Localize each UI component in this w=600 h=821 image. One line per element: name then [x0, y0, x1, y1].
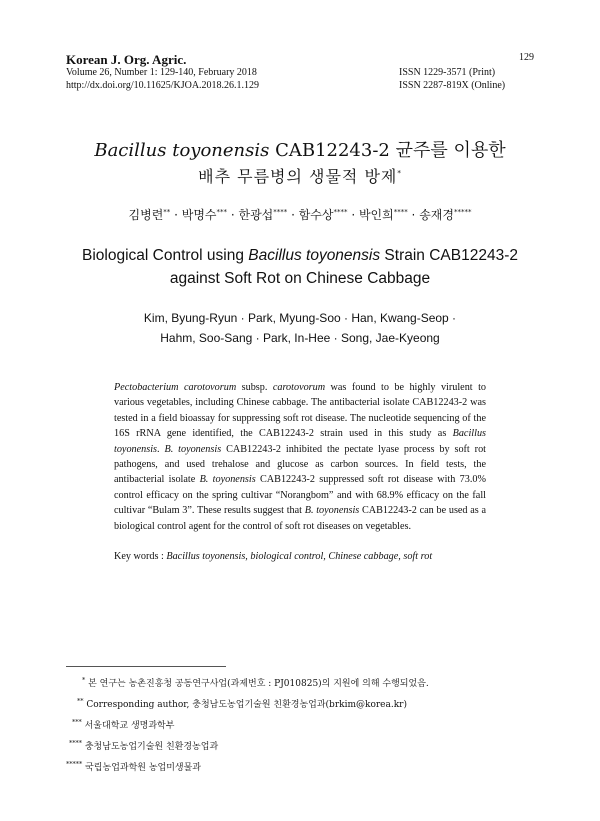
author-mark: **	[163, 208, 171, 216]
keywords-label: Key words :	[114, 551, 167, 562]
keywords	[114, 551, 486, 562]
footnote-mark: **	[77, 697, 84, 705]
issn-online: ISSN 2287-819X (Online)	[399, 79, 506, 91]
abstract-text: .	[157, 443, 165, 455]
footnote-text: 국립농업과학원 농업미생물과	[82, 763, 201, 773]
korean-title-species: Bacillus toyonensis	[94, 140, 270, 161]
footnote-mark: ****	[69, 739, 82, 747]
title-footnote-mark: *	[397, 169, 402, 178]
korean-author: 한광섭	[238, 208, 274, 222]
author-separator: ·	[407, 208, 420, 222]
author-mark: ***	[216, 208, 228, 216]
author-mark: ****	[333, 208, 348, 216]
abstract-species: B. toyonensis	[304, 505, 360, 517]
author-separator: ·	[347, 208, 359, 222]
abstract-text: was found to be highly virulent to various vegetables, including Chinese cabbage. The antibacterial isolate CAB12243-2 was tested in a field bioassay for suppressing soft rot disease. The nucleotide sequencing of the 16S rRNA gene identified, the CAB12243-2 strain used in this study as	[114, 382, 486, 440]
author-mark: ****	[273, 208, 288, 216]
english-title-line1	[0, 244, 600, 267]
abstract-species: Pectobacterium carotovorum	[114, 382, 237, 393]
footnote-item	[66, 714, 546, 735]
author-separator: ·	[227, 208, 239, 222]
author-separator: ·	[170, 208, 182, 222]
english-authors-line1: Kim, Byung-Ryun · Park, Myung-Soo · Han, Kwang-Seop ·	[143, 311, 457, 325]
abstract-text: subsp.	[236, 382, 273, 393]
english-title-species: Bacillus toyonensis	[248, 247, 381, 264]
english-title-part2: Strain CAB12243-2	[380, 247, 518, 264]
footnote-mark: *****	[66, 760, 83, 768]
volume-info: Volume 26, Number 1: 129-140, February 2018	[66, 67, 257, 78]
abstract	[114, 380, 486, 534]
footnote-divider	[66, 666, 226, 667]
korean-authors	[0, 206, 600, 223]
author-separator: ·	[287, 208, 299, 222]
english-title	[0, 244, 600, 290]
english-title-part1: Biological Control using	[82, 247, 249, 264]
issn-print: ISSN 1229-3571 (Print)	[399, 67, 496, 78]
footnote-mark: *	[82, 676, 86, 684]
korean-author: 송재경	[419, 208, 454, 222]
author-mark: ****	[393, 208, 408, 216]
keywords-value: Bacillus toyonensis, biological control, Chinese cabbage, soft rot	[166, 551, 433, 562]
doi-link[interactable]: http://dx.doi.org/10.11625/KJOA.2018.26.1.129	[66, 79, 260, 91]
footnote-text: 충청남도농업기술원 친환경농업과	[82, 742, 219, 752]
abstract-text: CAB12243-2 can be used as a biological control agent for the control of soft rot diseases on vegetables.	[114, 505, 487, 532]
footnote-item	[66, 735, 546, 756]
korean-author: 박인희	[358, 208, 394, 222]
issn-block	[399, 67, 534, 92]
abstract-text: CAB12243-2 suppressed soft rot disease with 73.0% control efficacy on the spring cultivar “Norangbom” and with 68.9% efficacy on the fall cultivar “Bulam 3”. These results suggest that	[114, 474, 486, 517]
journal-name: Korean J. Org. Agric.	[66, 52, 187, 67]
footnotes	[66, 672, 546, 777]
footnote-item	[66, 693, 546, 714]
english-authors-line2: Hahm, Soo-Sang · Park, In-Hee · Song, Jae-Kyeong	[160, 331, 440, 345]
abstract-species: Bacillus toyonensis	[114, 428, 486, 455]
korean-author: 박명수	[181, 208, 217, 222]
footnote-item	[66, 672, 546, 693]
footnote-mark: ***	[72, 718, 82, 726]
abstract-species: B. toyonensis	[199, 474, 256, 486]
english-authors	[0, 308, 600, 348]
korean-title-line2	[0, 164, 600, 187]
author-mark: *****	[453, 208, 472, 216]
korean-author: 함수상	[298, 208, 334, 222]
korean-title-line2-text: 배추 무름병의 생물적 방제	[198, 167, 398, 186]
korean-title-rest: CAB12243-2 균주를 이용한	[269, 140, 506, 161]
footnote-text: 서울대학교 생명과학부	[81, 721, 175, 731]
korean-title-line1	[0, 136, 600, 162]
page-number: 129	[519, 52, 534, 63]
footnote-text: 본 연구는 농촌진흥청 공동연구사업(과제번호 : PJ010825)의 지원에 의해 수행되었음.	[85, 679, 429, 689]
abstract-species: B. toyonensis	[164, 443, 222, 455]
abstract-species: carotovorum	[272, 382, 326, 393]
footnote-item	[66, 756, 546, 777]
journal-info	[66, 67, 259, 92]
english-title-line2: against Soft Rot on Chinese Cabbage	[169, 270, 431, 287]
abstract-text: CAB12243-2 inhibited the pectate lyase process by soft rot pathogens, and used trehalose and glucose as carbon sources. In field tests, the antibacterial isolate	[114, 443, 486, 486]
footnote-text: Corresponding author, 충청남도농업기술원 친환경농업과(brkim@korea.kr)	[83, 700, 407, 710]
korean-author: 김병련	[128, 208, 164, 222]
